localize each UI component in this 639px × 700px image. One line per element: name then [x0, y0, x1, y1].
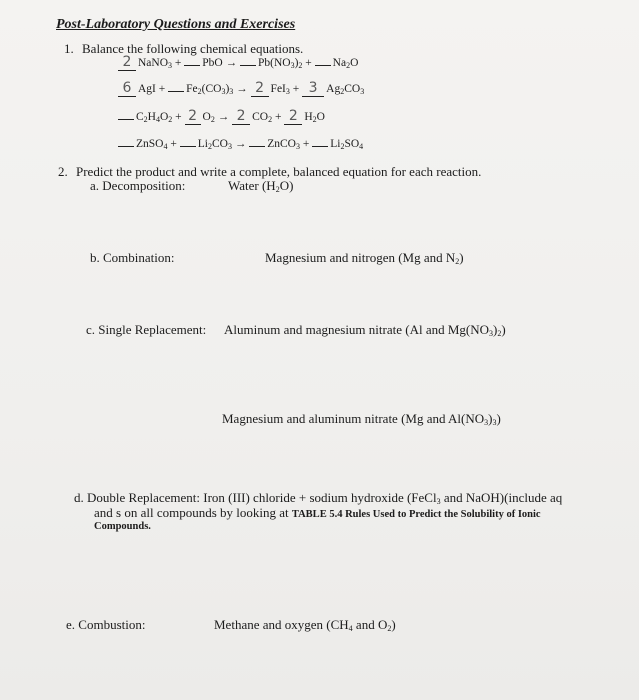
- part-c-label: c. Single Replacement:: [86, 322, 207, 337]
- equation-4: ZnSO$_4$ + $Li_2CO_3$ → ZnCO$_3$ + $Li_2SO_4$: [118, 137, 363, 154]
- part-b-reactants: Magnesium and nitrogen (Mg and $N_2$): [265, 250, 464, 266]
- part-e-reactants: Methane and oxygen ($CH_4$ and $O_2$): [214, 617, 396, 633]
- part-a-label: a. Decomposition:: [90, 178, 186, 193]
- equation-3: $C_2H_4O_2 + 2$ $O_2 \to 2$ $CO_2 + 2$ $H_2O$: [118, 110, 325, 127]
- part-e-label: e. Combustion:: [66, 617, 146, 632]
- part-b-label: b. Combination:: [90, 250, 175, 265]
- q1-number: 1.: [64, 41, 74, 56]
- equation-2: 6 AgI + $Fe_2(CO_3)_3 \to 2$ FeI$_3$ + 3 $Ag_2CO_3$: [118, 82, 364, 99]
- part-d-line-3: Compounds.: [94, 521, 151, 532]
- part-d-label: d. Double Replacement: Iron (III) chloride + sodium hydroxide (FeCl$_3$ and NaOH)(include aq: [74, 490, 563, 506]
- q2-prompt: Predict the product and write a complete, balanced equation for each reaction.: [76, 164, 482, 179]
- part-d-line-2: and s on all compounds by looking at TABLE 5.4 Rules Used to Predict the Solubility of Ionic: [94, 505, 541, 520]
- coefficient-answer: 2: [122, 54, 132, 70]
- part-c-reactants-1: Aluminum and magnesium nitrate (Al and $Mg(NO_3)_2$): [224, 322, 506, 338]
- part-c-reactants-2: Magnesium and aluminum nitrate (Mg and $Al(NO_3)_3$): [222, 411, 501, 427]
- part-a-reactants: Water $(H_2O)$: [228, 178, 294, 194]
- q2-number: 2.: [58, 164, 68, 179]
- equation-1: 2 NaNO$_3$ + PbO → $Pb(NO_3)_2 + Na_2O$: [118, 56, 358, 73]
- page-title: Post-Laboratory Questions and Exercises: [56, 17, 296, 32]
- q1-prompt: Balance the following chemical equations.: [82, 41, 304, 56]
